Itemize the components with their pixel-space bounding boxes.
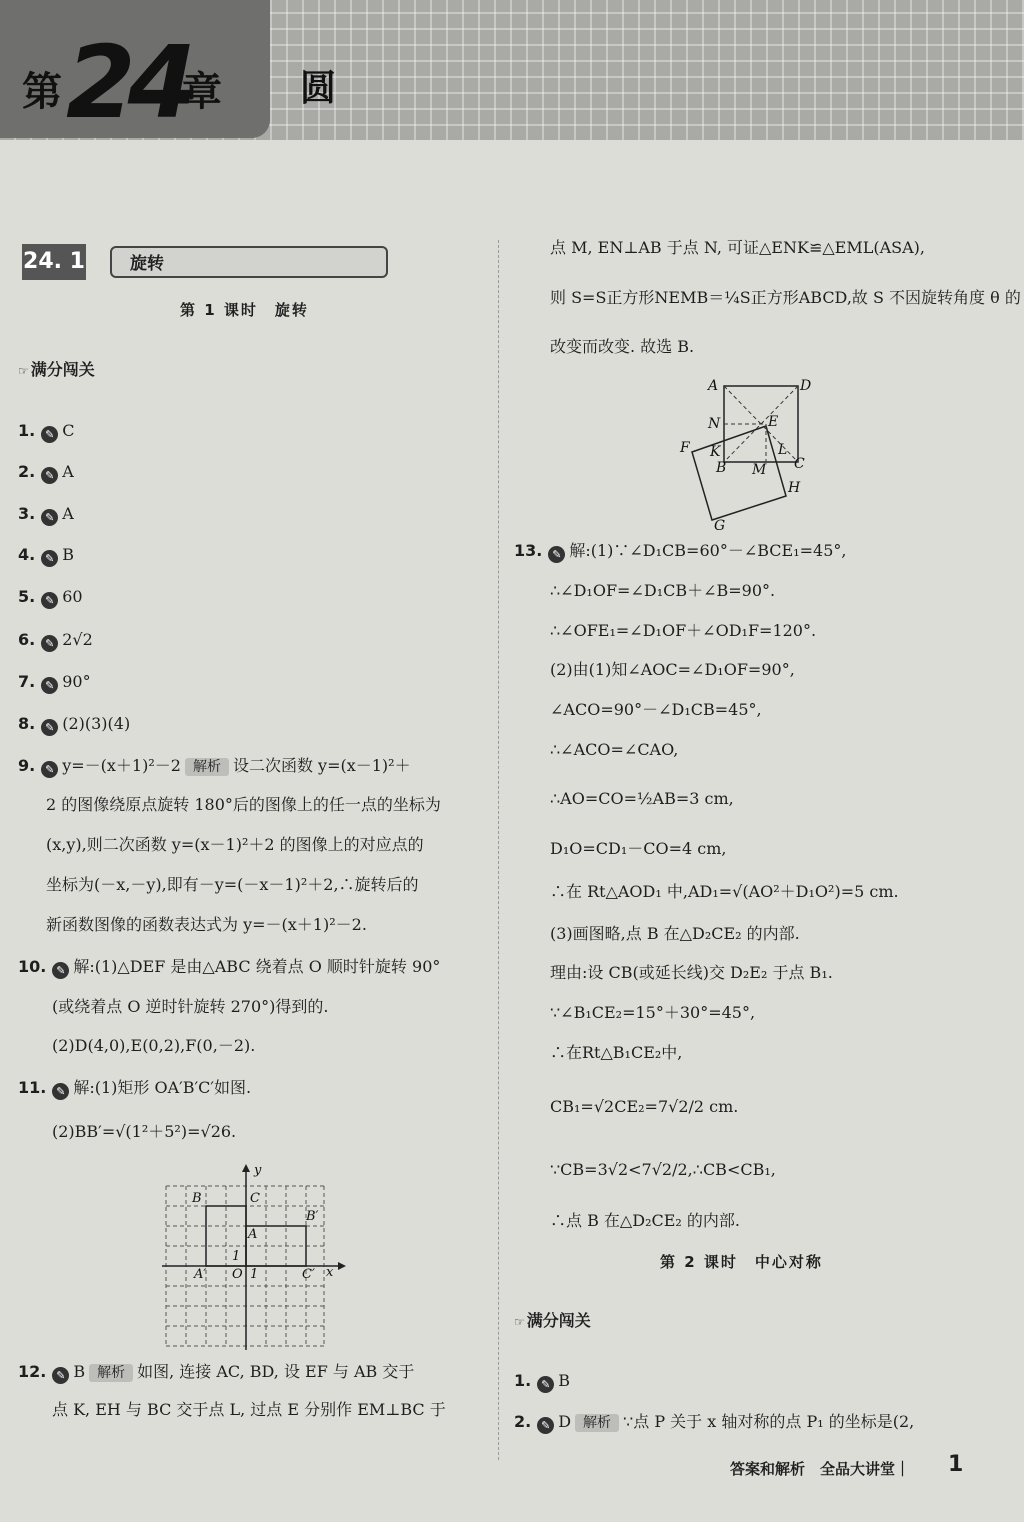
grid-figure bbox=[160, 1160, 350, 1350]
q13-line5: ∠ACO=90°－∠D₁CB=45°, bbox=[550, 700, 762, 719]
section-number: 24. 1 bbox=[22, 244, 86, 280]
answer-text: A bbox=[62, 504, 74, 523]
answer-line: 1. ✎ B bbox=[514, 1371, 570, 1391]
axis-y-label: y bbox=[254, 1163, 262, 1178]
answer-text: C bbox=[62, 421, 75, 440]
axis-x-label: x bbox=[326, 1265, 334, 1280]
lesson2-title: 第 2 课时 中心对称 bbox=[660, 1253, 823, 1271]
q13-line14: CB₁=√2CE₂=7√2/2 cm. bbox=[550, 1097, 739, 1116]
chapter-prefix: 第 bbox=[22, 68, 62, 115]
pen-circle-icon: ✎ bbox=[52, 1083, 69, 1100]
q13-line4: (2)由(1)知∠AOC=∠D₁OF=90°, bbox=[550, 660, 795, 679]
q13-line15: ∵CB=3√2<7√2/2,∴CB<CB₁, bbox=[550, 1160, 776, 1179]
answer-line: 7. ✎ 90° bbox=[18, 672, 91, 692]
answer-text: B bbox=[558, 1371, 570, 1390]
pen-circle-icon: ✎ bbox=[41, 635, 58, 652]
q2r-line: 2. ✎ D 解析 ∵点 P 关于 x 轴对称的点 P₁ 的坐标是(2, bbox=[514, 1412, 915, 1432]
q13-line1: 13. ✎ 解:(1)∵∠D₁CB=60°－∠BCE₁=45°, bbox=[514, 541, 847, 561]
footer-brand: 答案和解析 全品大讲堂｜ bbox=[730, 1460, 911, 1478]
q12-line1: 12. ✎ B 解析 如图, 连接 AC, BD, 设 EF 与 AB 交于 bbox=[18, 1362, 415, 1382]
pen-circle-icon: ✎ bbox=[548, 546, 565, 563]
q11-line1: 11. ✎ 解:(1)矩形 OA′B′C′如图. bbox=[18, 1078, 252, 1098]
chapter-suffix: 章 bbox=[182, 68, 222, 115]
point-Cp: C′ bbox=[302, 1267, 315, 1282]
q12-line4: 则 S=S正方形NEMB＝¼S正方形ABCD,故 S 不因旋转角度 θ 的 bbox=[550, 288, 1021, 307]
q13-line3: ∴∠OFE₁=∠D₁OF＋∠OD₁F=120°. bbox=[550, 621, 817, 640]
q9-line1: 9. ✎ y=－(x＋1)²－2 解析 设二次函数 y=(x－1)²＋ bbox=[18, 756, 411, 776]
pen-circle-icon: ✎ bbox=[52, 1367, 69, 1384]
pen-circle-icon: ✎ bbox=[41, 761, 58, 778]
sq-E: E bbox=[768, 414, 779, 430]
answer-text: B bbox=[62, 545, 74, 564]
sq-H: H bbox=[788, 480, 801, 496]
point-C: C bbox=[250, 1191, 260, 1206]
answer-text: (2)(3)(4) bbox=[62, 714, 131, 733]
analysis-tag: 解析 bbox=[185, 758, 229, 776]
sq-K: K bbox=[710, 444, 721, 460]
point-B: B bbox=[192, 1191, 202, 1206]
answer-line: 1. ✎ C bbox=[18, 421, 75, 441]
q12-line5: 改变而改变. 故选 B. bbox=[550, 337, 695, 356]
q13-line2: ∴∠D₁OF=∠D₁CB＋∠B=90°. bbox=[550, 581, 776, 600]
q13-line16: ∴点 B 在△D₂CE₂ 的内部. bbox=[550, 1211, 740, 1230]
sq-C: C bbox=[794, 456, 805, 472]
point-O: O bbox=[232, 1267, 243, 1282]
answer-text: 2√2 bbox=[62, 630, 93, 649]
sq-M: M bbox=[752, 462, 767, 478]
q13-line9: ∴在 Rt△AOD₁ 中,AD₁=√(AO²＋D₁O²)=5 cm. bbox=[550, 882, 899, 901]
pen-circle-icon: ✎ bbox=[41, 426, 58, 443]
tick-one-y: 1 bbox=[232, 1249, 241, 1264]
lesson2-level: ☞ 满分闯关 bbox=[514, 1311, 591, 1332]
point-Bp: B′ bbox=[306, 1209, 319, 1224]
analysis-tag: 解析 bbox=[89, 1364, 133, 1382]
q12-line2: 点 K, EH 与 BC 交于点 L, 过点 E 分别作 EM⊥BC 于 bbox=[52, 1400, 446, 1419]
q10-line2: (或绕着点 O 逆时针旋转 270°)得到的. bbox=[52, 997, 329, 1016]
answer-text: A bbox=[62, 462, 74, 481]
q13-line8: D₁O=CD₁－CO=4 cm, bbox=[550, 839, 727, 858]
section-title: 旋转 bbox=[110, 246, 388, 278]
q12-line3: 点 M, EN⊥AB 于点 N, 可证△ENK≌△EML(ASA), bbox=[550, 238, 925, 257]
pen-circle-icon: ✎ bbox=[41, 677, 58, 694]
chapter-title: 圆 bbox=[300, 67, 337, 109]
answer-line: 3. ✎ A bbox=[18, 504, 74, 524]
page-number: 1 bbox=[948, 1452, 964, 1477]
pen-circle-icon: ✎ bbox=[41, 550, 58, 567]
q13-line12: ∵∠B₁CE₂=15°＋30°=45°, bbox=[550, 1003, 756, 1022]
q13-line6: ∴∠ACO=∠CAO, bbox=[550, 740, 679, 759]
answer-text: 60 bbox=[62, 587, 83, 606]
q9-line3: (x,y),则二次函数 y=(x－1)²＋2 的图像上的对应点的 bbox=[46, 835, 424, 854]
q9-line4: 坐标为(－x,－y),即有－y=(－x－1)²＋2,∴旋转后的 bbox=[46, 875, 419, 894]
lesson1-title: 第 1 课时 旋转 bbox=[180, 301, 309, 319]
q11-line2: (2)BB′=√(1²＋5²)=√26. bbox=[52, 1122, 237, 1141]
sq-G: G bbox=[714, 518, 726, 532]
pen-circle-icon: ✎ bbox=[537, 1417, 554, 1434]
column-divider bbox=[498, 240, 500, 1460]
pen-circle-icon: ✎ bbox=[41, 592, 58, 609]
q13-line7: ∴AO=CO=½AB=3 cm, bbox=[550, 789, 734, 808]
pen-circle-icon: ✎ bbox=[41, 467, 58, 484]
chapter-number: 24 bbox=[66, 24, 190, 141]
pen-circle-icon: ✎ bbox=[41, 719, 58, 736]
q13-line11: 理由:设 CB(或延长线)交 D₂E₂ 于点 B₁. bbox=[550, 963, 833, 982]
chapter-tab bbox=[0, 0, 270, 141]
sq-L: L bbox=[778, 442, 788, 458]
sq-B: B bbox=[716, 460, 727, 476]
lesson1-level: ☞ 满分闯关 bbox=[18, 360, 95, 381]
answer-line: 5. ✎ 60 bbox=[18, 587, 83, 607]
answer-line: 2. ✎ A bbox=[18, 462, 74, 482]
point-Ap: A′ bbox=[194, 1267, 207, 1282]
sq-N: N bbox=[708, 416, 721, 432]
pen-circle-icon: ✎ bbox=[41, 509, 58, 526]
sq-F: F bbox=[680, 440, 690, 456]
pen-circle-icon: ✎ bbox=[52, 962, 69, 979]
q13-line13: ∴在Rt△B₁CE₂中, bbox=[550, 1043, 683, 1062]
analysis-tag: 解析 bbox=[575, 1414, 619, 1432]
q10-line1: 10. ✎ 解:(1)△DEF 是由△ABC 绕着点 O 顺时针旋转 90° bbox=[18, 957, 441, 977]
pen-circle-icon: ✎ bbox=[537, 1376, 554, 1393]
answer-line: 8. ✎ (2)(3)(4) bbox=[18, 714, 131, 734]
sq-D: D bbox=[800, 378, 812, 394]
square-figure bbox=[670, 372, 820, 532]
q9-line5: 新函数图像的函数表达式为 y=－(x＋1)²－2. bbox=[46, 915, 367, 934]
q13-line10: (3)画图略,点 B 在△D₂CE₂ 的内部. bbox=[550, 924, 800, 943]
sq-A: A bbox=[708, 378, 719, 394]
q10-line3: (2)D(4,0),E(0,2),F(0,－2). bbox=[52, 1036, 256, 1055]
tick-one-x: 1 bbox=[250, 1267, 259, 1282]
answer-line: 4. ✎ B bbox=[18, 545, 74, 565]
answer-text: 90° bbox=[62, 672, 91, 691]
answer-line: 6. ✎ 2√2 bbox=[18, 630, 93, 650]
section-header bbox=[22, 244, 368, 280]
q9-line2: 2 的图像绕原点旋转 180°后的图像上的任一点的坐标为 bbox=[46, 795, 441, 814]
point-A: A bbox=[248, 1227, 258, 1242]
